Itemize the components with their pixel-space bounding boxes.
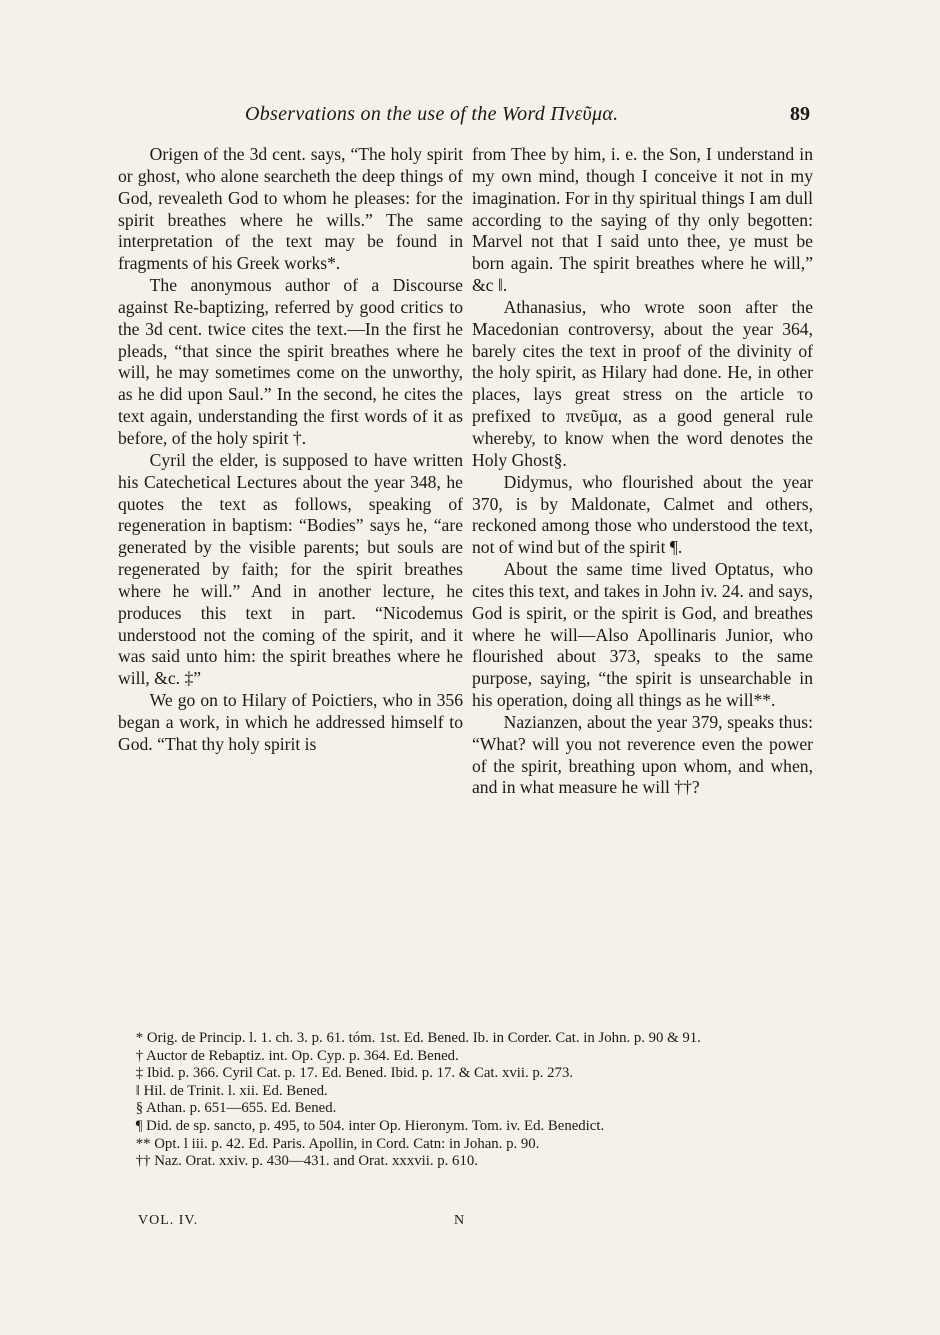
paragraph-hilary: We go on to Hilary of Poictiers, who in 356 began a work, in which he addressed himself to God. “That thy holy spirit is xyxy=(118,690,463,754)
footnote-4: ‖ Hil. de Trinit. l. xii. Ed. Bened. xyxy=(135,1082,328,1099)
paragraph-nazianzen: Nazianzen, about the year 379, speaks thus: “What? will you not reverence even the power of the spirit, breathing upon whom, and when, and in what measure he will ††? xyxy=(472,711,813,798)
paragraph-optatus: About the same time lived Optatus, who cites this text, and takes in John iv. 24. and says, God is spirit, or the spirit is God, and breathes where he will—Also Apollinaris Junior, who flourished about 373, speaks to the same purpose, saying, “the spirit is unsearchable in his operation, doing all things as he will**. xyxy=(472,559,813,711)
paragraph-hilary-continued: from Thee by him, i. e. the Son, I understand in my own mind, though I conceive it not in my imagination. For in thy spiritual things I am dull according to the saying of thy only begotten: Marvel not that I said unto thee, ye must be born again. The spirit breathes where he will,” &c ‖. xyxy=(472,144,813,296)
paragraph-origen: Origen of the 3d cent. says, “The holy spirit or ghost, who alone searcheth the deep things of God, revealeth God to whom he pleases: for the spirit breathes where he wills.” The same interpretation of the text may be found in fragments of his Greek works*. xyxy=(118,144,463,274)
running-title: Observations on the use of the Word Πνεῦμα. xyxy=(245,103,619,125)
footnote-8: †† Naz. Orat. xxiv. p. 430—431. and Orat. xxxvii. p. 610. xyxy=(135,1153,478,1170)
footnote-3: ‡ Ibid. p. 366. Cyril Cat. p. 17. Ed. Bened. Ibid. p. 17. & Cat. xvii. p. 273. xyxy=(135,1065,574,1082)
signature-mark: N xyxy=(454,1213,466,1228)
footnote-7: ** Opt. l iii. p. 42. Ed. Paris. Apollin, in Cord. Catn: in Johan. p. 90. xyxy=(135,1135,540,1152)
right-column xyxy=(472,144,813,799)
footnote-6: ¶ Did. de sp. sancto, p. 495, to 504. inter Op. Hieronym. Tom. iv. Ed. Benedict. xyxy=(135,1117,605,1134)
left-column xyxy=(118,144,463,756)
footnote-2: † Auctor de Rebaptiz. int. Op. Cyp. p. 364. Ed. Bened. xyxy=(135,1047,459,1064)
footnote-5: § Athan. p. 651—655. Ed. Bened. xyxy=(135,1100,337,1117)
paragraph-athanasius: Athanasius, who wrote soon after the Macedonian controversy, about the year 364, barely cites the text in proof of the divinity of the holy spirit, as Hilary had done. He, in other places, lays great stress on the article το prefixed to πνεῦμα, as a good general rule whereby, to know when the word denotes the Holy Ghost§. xyxy=(472,296,813,470)
paragraph-cyril: Cyril the elder, is supposed to have written his Catechetical Lectures about the year 348, he quotes the text as follows, speaking of regeneration in baptism: “Bodies” says he, “are generated by the visible parents; but souls are regenerated by faith; for the spirit breathes where he will.” And in another lecture, he produces this text in part. “Nicodemus understood not the coming of the spirit, and it was said unto him: the spirit breathes where he will, &c. ‡” xyxy=(118,449,463,689)
footnote-1: * Orig. de Princip. l. 1. ch. 3. p. 61. tóm. 1st. Ed. Bened. Ib. in Corder. Cat. in John. p. 90 & 91. xyxy=(135,1030,701,1046)
footnotes xyxy=(118,1030,813,1171)
volume-signature: VOL. IV. xyxy=(138,1213,199,1228)
page-header xyxy=(0,103,940,133)
signature-line xyxy=(138,1213,538,1233)
paragraph-didymus: Didymus, who flourished about the year 370, is by Maldonate, Calmet and others, reckoned among those who understood the text, not of wind but of the spirit ¶. xyxy=(472,471,813,558)
page-number: 89 xyxy=(790,103,810,125)
paragraph-anonymous-author: The anonymous author of a Discourse against Re-baptizing, referred by good critics to the 3d cent. twice cites the text.—In the first he pleads, “that since the spirit breathes where he will, he may sometimes come on the unworthy, as he did upon Saul.” In the second, he cites the text again, understanding the first words of it as before, of the holy spirit †. xyxy=(118,275,463,448)
